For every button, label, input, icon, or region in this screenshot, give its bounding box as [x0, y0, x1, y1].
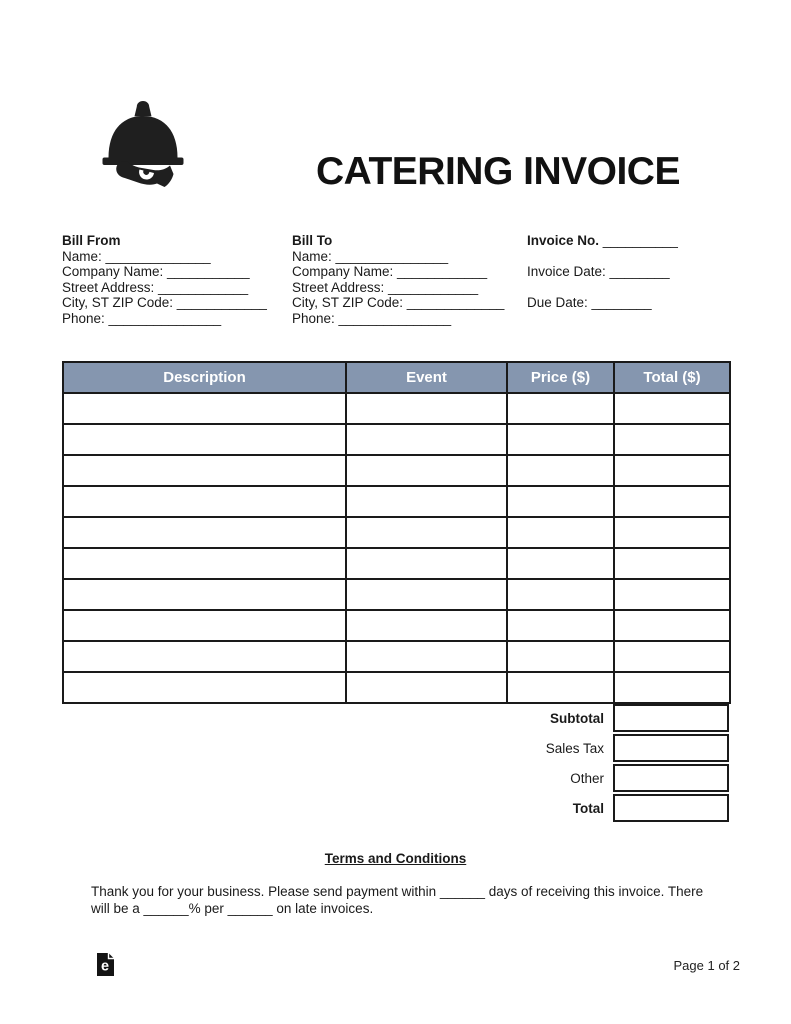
- table-cell: [63, 672, 346, 703]
- sales-tax-label: Sales Tax: [545, 740, 604, 756]
- bill-from-street-line: Street Address: ____________: [62, 279, 249, 295]
- bill-to-street-line: Street Address: ____________: [292, 279, 479, 295]
- subtotal-row: [62, 704, 729, 732]
- table-cell: [507, 455, 614, 486]
- table-row: [63, 517, 730, 548]
- table-cell: [614, 672, 730, 703]
- table-cell: [507, 610, 614, 641]
- table-cell: [614, 393, 730, 424]
- bill-to-city-line: City, ST ZIP Code: _____________: [292, 295, 505, 311]
- table-header-row: [63, 362, 730, 393]
- bill-to-company-line: Company Name: ____________: [292, 264, 488, 280]
- table-cell: [346, 486, 507, 517]
- page-title: CATERING INVOICE: [316, 150, 680, 193]
- subtotal-label: Subtotal: [550, 710, 604, 726]
- invoice-date-line: Invoice Date: ________: [527, 264, 670, 280]
- invoice-number-blank: __________: [599, 233, 678, 248]
- table-cell: [346, 641, 507, 672]
- table-cell: [614, 517, 730, 548]
- table-cell: [614, 486, 730, 517]
- bill-from-heading: Bill From: [62, 233, 121, 248]
- header-price: Price ($): [507, 362, 614, 393]
- table-cell: [614, 424, 730, 455]
- table-row: [63, 610, 730, 641]
- table-cell: [614, 610, 730, 641]
- invoice-meta-section: [527, 233, 678, 327]
- total-row: [62, 794, 729, 822]
- other-value-box: [613, 764, 729, 792]
- cloche-on-hand-icon: [97, 99, 189, 188]
- table-cell: [346, 455, 507, 486]
- sales-tax-value-box: [613, 734, 729, 762]
- table-cell: [63, 424, 346, 455]
- header-event: Event: [346, 362, 507, 393]
- table-row: [63, 579, 730, 610]
- table-cell: [507, 548, 614, 579]
- eforms-document-icon: [96, 952, 115, 977]
- table-cell: [507, 641, 614, 672]
- other-label: Other: [570, 770, 604, 786]
- line-items-table: [62, 361, 731, 704]
- svg-text:e: e: [100, 958, 110, 975]
- invoice-table-body: [63, 393, 730, 703]
- table-cell: [346, 517, 507, 548]
- table-row: [63, 641, 730, 672]
- subtotal-value-box: [613, 704, 729, 732]
- table-row: [63, 672, 730, 703]
- table-cell: [346, 548, 507, 579]
- table-cell: [507, 424, 614, 455]
- due-date-line: Due Date: ________: [527, 295, 652, 311]
- bill-from-section: [62, 233, 267, 327]
- bill-from-name-line: Name: ______________: [62, 248, 211, 264]
- bill-to-heading: Bill To: [292, 233, 333, 248]
- table-cell: [346, 579, 507, 610]
- table-cell: [507, 672, 614, 703]
- header-description: Description: [63, 362, 346, 393]
- table-row: [63, 548, 730, 579]
- table-cell: [63, 579, 346, 610]
- table-cell: [614, 579, 730, 610]
- table-cell: [63, 393, 346, 424]
- bill-to-section: [292, 233, 504, 327]
- table-cell: [346, 424, 507, 455]
- table-cell: [507, 393, 614, 424]
- total-label: Total: [572, 800, 604, 816]
- table-cell: [63, 548, 346, 579]
- table-cell: [63, 610, 346, 641]
- table-cell: [614, 455, 730, 486]
- table-cell: [614, 548, 730, 579]
- table-cell: [63, 455, 346, 486]
- header-total: Total ($): [614, 362, 730, 393]
- table-cell: [507, 579, 614, 610]
- bill-from-company-line: Company Name: ___________: [62, 264, 250, 280]
- page-indicator: Page 1 of 2: [673, 958, 740, 973]
- table-cell: [63, 517, 346, 548]
- table-cell: [507, 517, 614, 548]
- table-cell: [346, 672, 507, 703]
- table-row: [63, 424, 730, 455]
- invoice-number-line: [527, 233, 678, 249]
- sales-tax-row: [62, 734, 729, 762]
- table-row: [63, 486, 730, 517]
- bill-from-city-line: City, ST ZIP Code: ____________: [62, 295, 267, 311]
- bill-to-phone-line: Phone: _______________: [292, 310, 452, 326]
- other-row: [62, 764, 729, 792]
- table-cell: [614, 641, 730, 672]
- table-cell: [63, 641, 346, 672]
- terms-paragraph: [91, 884, 703, 918]
- bill-from-phone-line: Phone: _______________: [62, 310, 222, 326]
- total-value-box: [613, 794, 729, 822]
- table-cell: [63, 486, 346, 517]
- bill-to-name-line: Name: _______________: [292, 248, 449, 264]
- terms-heading: Terms and Conditions: [324, 851, 467, 866]
- summary-section: [62, 704, 729, 824]
- table-cell: [507, 486, 614, 517]
- table-cell: [346, 393, 507, 424]
- table-row: [63, 455, 730, 486]
- terms-line-2: will be a ______% per ______ on late invoices.: [91, 900, 374, 916]
- table-cell: [346, 610, 507, 641]
- invoice-number-label: Invoice No.: [527, 233, 600, 248]
- table-row: [63, 393, 730, 424]
- terms-line-1: Thank you for your business. Please send payment within ______ days of receiving this invoice. There: [91, 884, 704, 899]
